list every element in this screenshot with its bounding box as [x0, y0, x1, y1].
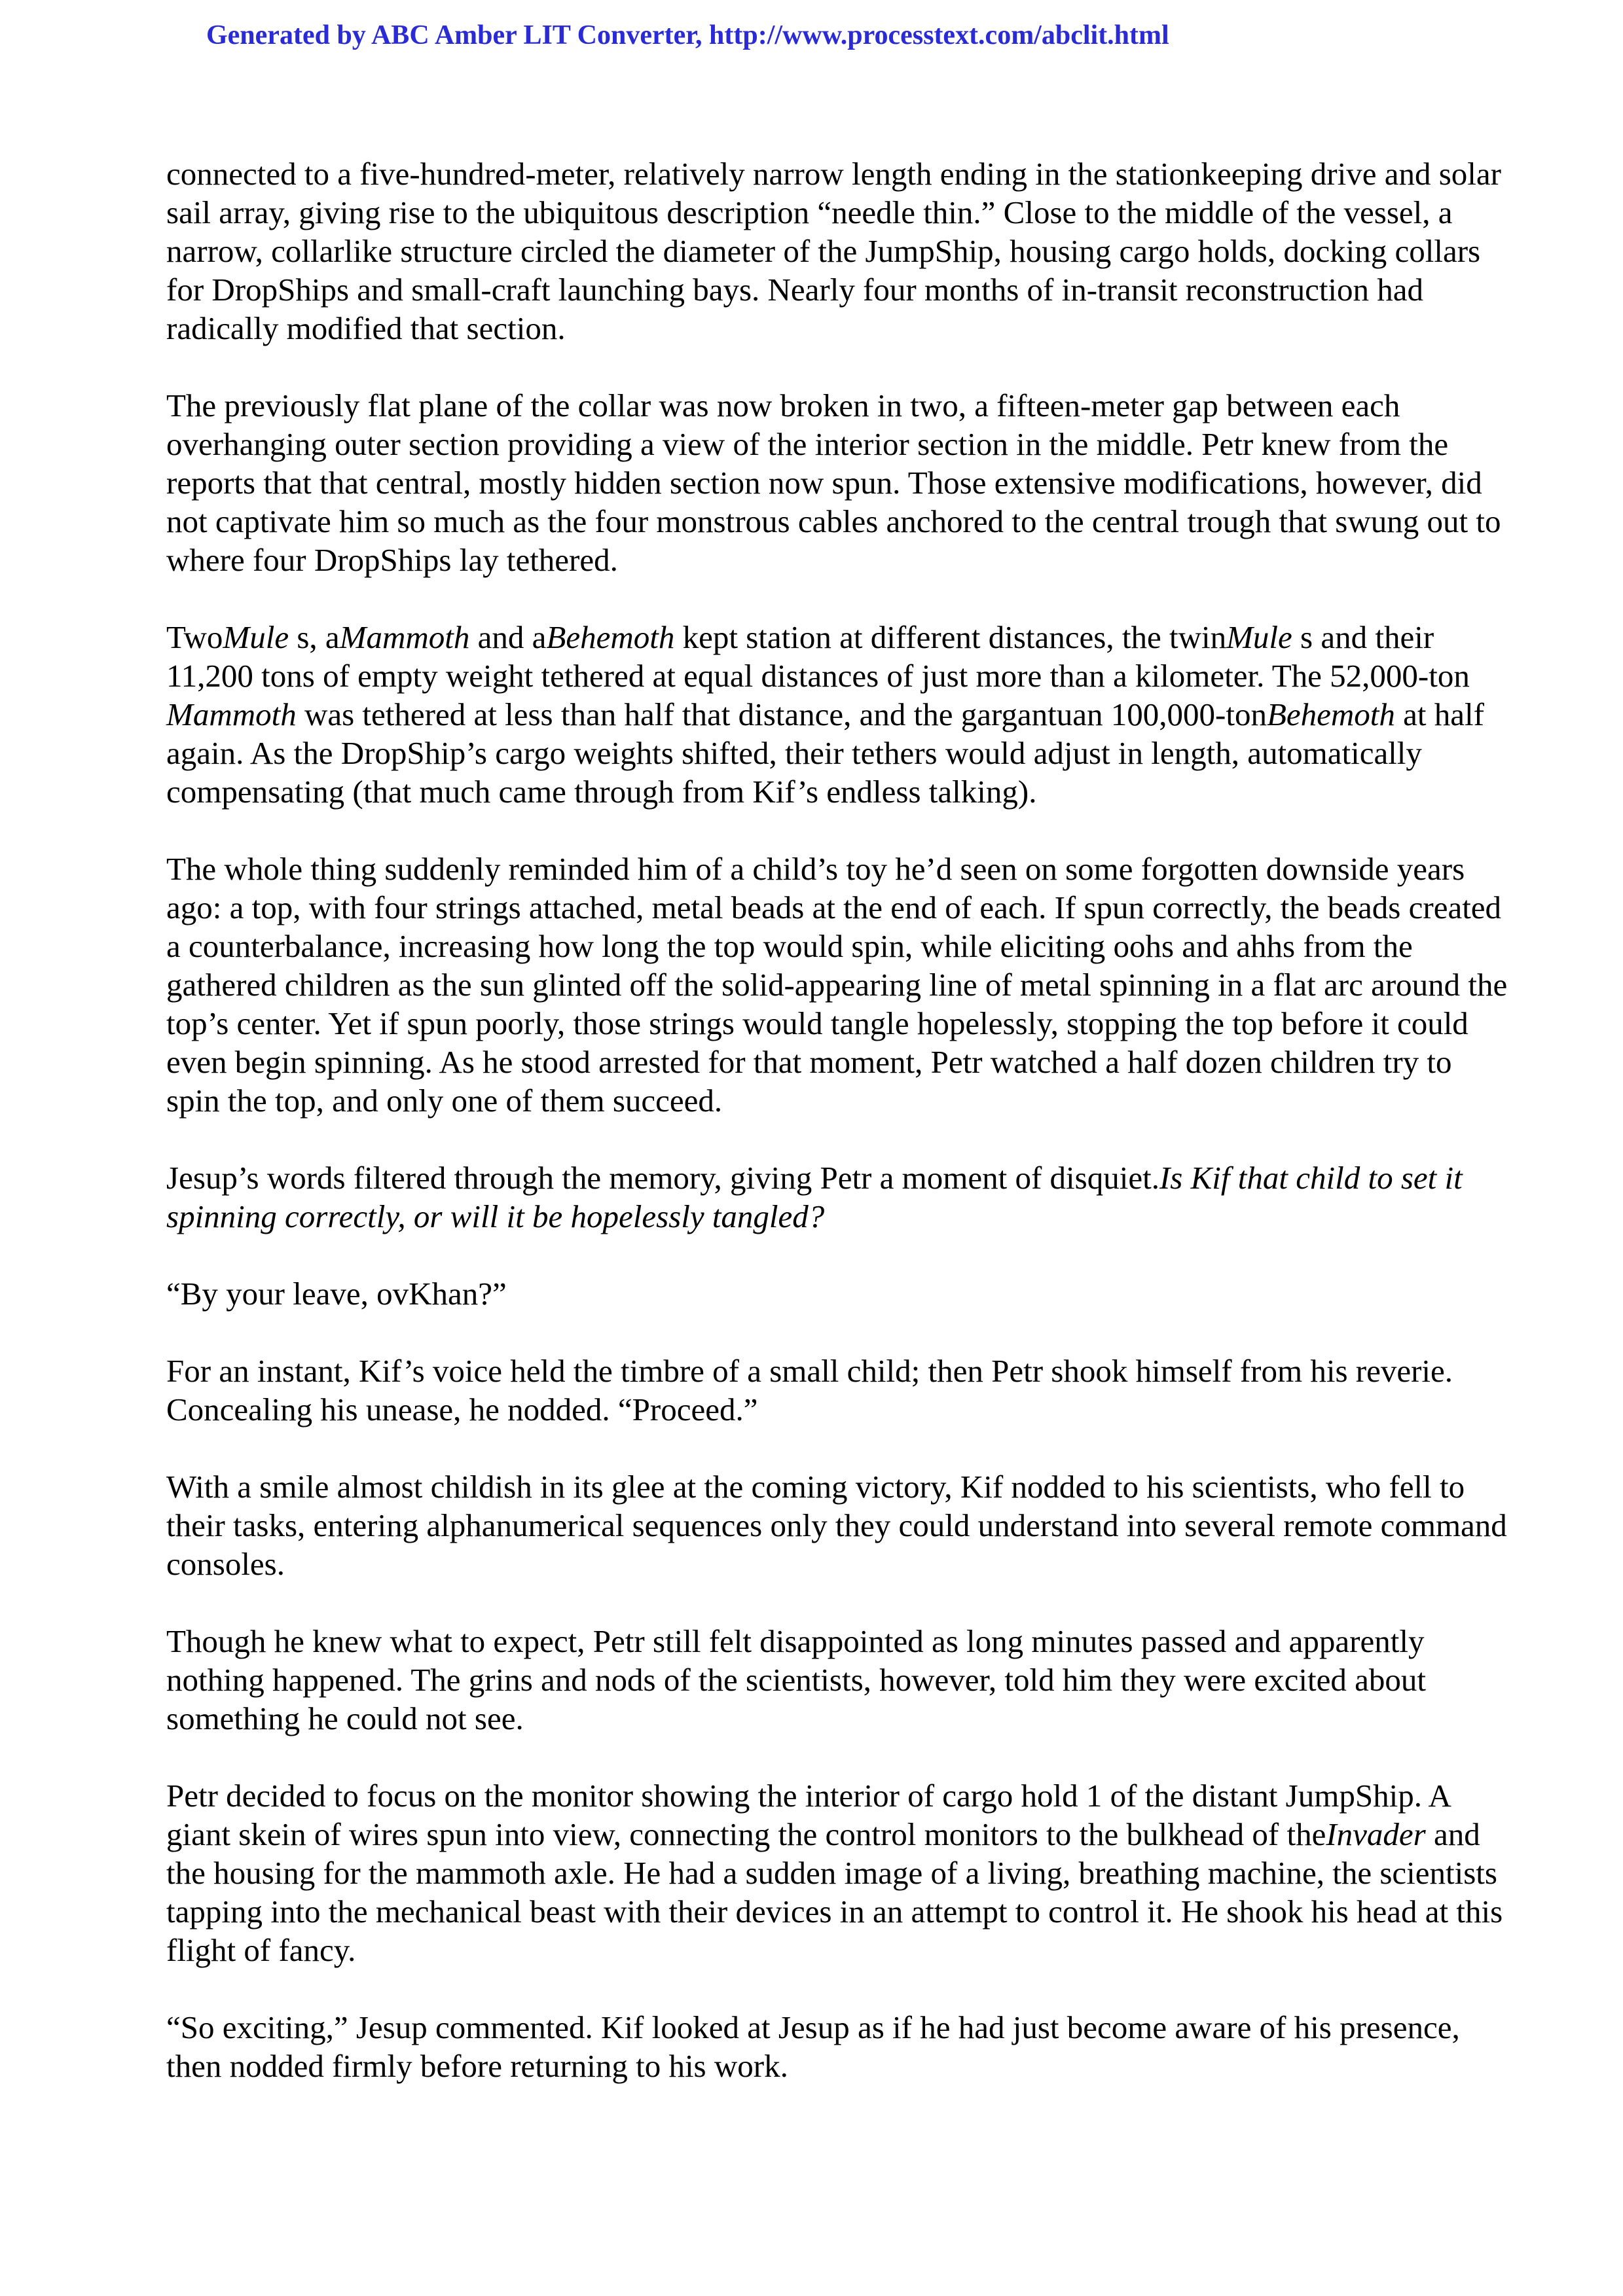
ship-name: Invader: [1326, 1816, 1426, 1852]
text-run: at half again. As the DropShip’s cargo weights shifted, their tethers would adjust in length, automatically compensating (that much came through from Kif’s endless talking).: [166, 696, 1484, 810]
text-run: and a: [469, 619, 547, 655]
paragraph: [166, 1158, 1508, 1236]
paragraph: [166, 1776, 1508, 1969]
ship-name: Behemoth: [1266, 696, 1395, 732]
ship-name: Mule: [223, 619, 289, 655]
text-run: Jesup’s words filtered through the memory, giving Petr a moment of disquiet.: [166, 1160, 1159, 1196]
generator-header: Generated by ABC Amber LIT Converter, http://www.processtext.com/abclit.html: [206, 20, 1169, 50]
ship-name: Mammoth: [166, 696, 297, 732]
paragraph: “By your leave, ovKhan?”: [166, 1276, 507, 1312]
text-run: and the housing for the mammoth axle. He had a sudden image of a living, breathing machine, the scientists tapping into the mechanical beast with their devices in an attempt to control it. He shook his head at this flight of fancy.: [166, 1816, 1503, 1968]
paragraph: connected to a five-hundred-meter, relatively narrow length ending in the stationkeeping drive and solar sail array, giving rise to the ubiquitous description “needle thin.” Close to the middle of the vessel, a narrow, collarlike structure circled the diameter of the JumpShip, housing cargo holds, docking collars for DropShips and small-craft launching bays. Nearly four months of in-transit reconstruction had radically modified that section.: [166, 156, 1501, 346]
text-run: Petr decided to focus on the monitor showing the interior of cargo hold 1 of the distant JumpShip. A giant skein of wires spun into view, connecting the control monitors to the bulkhead of the: [166, 1778, 1450, 1852]
text-run: was tethered at less than half that distance, and the gargantuan 100,000-ton: [296, 696, 1267, 732]
text-run: s and their 11,200 tons of empty weight tethered at equal distances of just more than a kilometer. The 52,000-ton: [166, 619, 1470, 694]
document-body: [166, 154, 1508, 2085]
text-run: s, a: [289, 619, 340, 655]
paragraph: The whole thing suddenly reminded him of a child’s toy he’d seen on some forgotten downside years ago: a top, with four strings attached, metal beads at the end of each. If spun correctly, the beads created a counterbalance, increasing how long the top would spin, while eliciting oohs and ahhs from the gathered children as the sun glinted off the solid-appearing line of metal spinning in a flat arc around the top’s center. Yet if spun poorly, those strings would tangle hopelessly, stopping the top before it could even begin spinning. As he stood arrested for that moment, Petr watched a half dozen children try to spin the top, and only one of them succeed.: [166, 851, 1508, 1119]
ship-name: Mammoth: [339, 619, 470, 655]
paragraph: Though he knew what to expect, Petr still felt disappointed as long minutes passed and apparently nothing happened. The grins and nods of the scientists, however, told him they were excited about something he could not see.: [166, 1623, 1427, 1736]
paragraph: With a smile almost childish in its glee at the coming victory, Kif nodded to his scientists, who fell to their tasks, entering alphanumerical sequences only they could understand into several remote command consoles.: [166, 1469, 1507, 1582]
ship-name: Mule: [1226, 619, 1292, 655]
ship-name: Behemoth: [546, 619, 675, 655]
text-run: Two: [166, 619, 223, 655]
text-run: kept station at different distances, the twin: [674, 619, 1227, 655]
paragraph: “So exciting,” Jesup commented. Kif looked at Jesup as if he had just become aware of his presence, then nodded firmly before returning to his work.: [166, 2009, 1460, 2084]
paragraph: For an instant, Kif’s voice held the timbre of a small child; then Petr shook himself from his reverie. Concealing his unease, he nodded. “Proceed.”: [166, 1353, 1453, 1427]
italic-thought: Is Kif that child to set it spinning correctly, or will it be hopelessly tangled?: [166, 1160, 1463, 1234]
paragraph: The previously flat plane of the collar was now broken in two, a fifteen-meter gap between each overhanging outer section providing a view of the interior section in the middle. Petr knew from the reports that that central, mostly hidden section now spun. Those extensive modifications, however, did not captivate him so much as the four monstrous cables anchored to the central trough that swung out to where four DropShips lay tethered.: [166, 387, 1501, 578]
paragraph: [166, 618, 1508, 811]
